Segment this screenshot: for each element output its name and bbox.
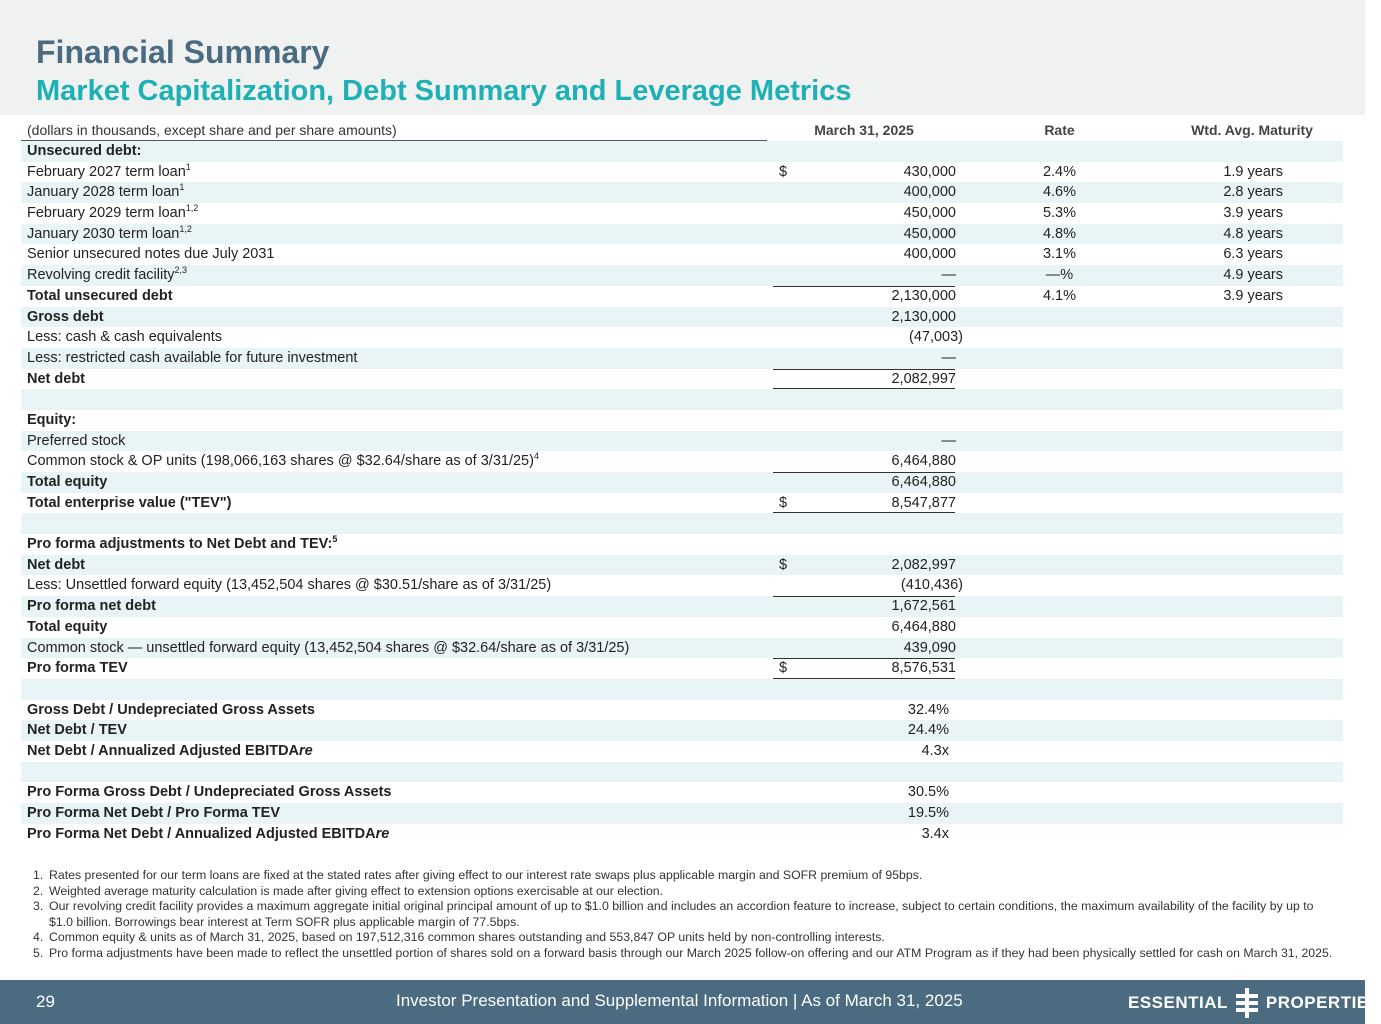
footnote-number: 3. (33, 899, 44, 913)
row-amount: — (941, 349, 956, 366)
footnote (33, 899, 1333, 930)
table-row (21, 431, 1343, 452)
row-label: Net debt (27, 370, 85, 387)
table-row (21, 410, 1343, 431)
table-row (21, 534, 1343, 555)
currency-symbol: $ (779, 660, 788, 677)
row-label: Common stock & OP units (198,066,163 shares @ $32.64/share as of 3/31/25)$^4$ (27, 451, 539, 470)
footnote-text: Our revolving credit facility provides a maximum aggregate initial original principal amount of up to $1.0 billion and includes an accordion feature to increase, subject to certain conditions, the maximum availability of the facility by up to $1.0 billion. Borrowings bear interest at Term SOFR plus applicable margin of 77.5bps. (49, 899, 1314, 929)
currency-symbol: $ (779, 494, 788, 511)
header-band (0, 0, 1365, 115)
subtotal-rule (773, 596, 955, 597)
row-maturity: 3.9 years (1223, 205, 1283, 222)
row-label: Pro forma TEV (27, 660, 128, 677)
footnote-number: 5. (33, 945, 44, 960)
row-rate: 4.8% (1042, 225, 1077, 242)
row-amount: 1,672,561 (891, 598, 956, 615)
table-row (21, 575, 1343, 596)
footnote-number: 4. (33, 930, 44, 944)
footer-bar (0, 980, 1381, 1024)
table-row (21, 596, 1343, 617)
row-label: Pro forma net debt (27, 598, 156, 615)
logo-text-left: ESSENTIAL (1128, 993, 1228, 1012)
footnote-text: Rates presented for our term loans are fixed at the stated rates after giving effect to our interest rate swaps plus applicable margin and SOFR premium of 95bps. (49, 868, 923, 882)
row-maturity: 4.8 years (1223, 225, 1283, 242)
row-label: Pro Forma Net Debt / Pro Forma TEV (27, 805, 280, 821)
table-row (21, 389, 1343, 410)
column-header-rate: Rate (968, 122, 1151, 143)
table-row (21, 679, 1343, 700)
table-row (21, 638, 1343, 659)
row-rate: 4.1% (1042, 287, 1077, 304)
row-label: Unsecured debt: (27, 143, 142, 159)
row-amount: 2,082,997 (891, 370, 956, 387)
row-rate: 2.4% (1042, 163, 1077, 180)
footnotes (33, 868, 1333, 961)
row-label: January 2030 term loan$^{1,2}$ (27, 223, 192, 242)
company-logo (1128, 988, 1381, 1018)
table-row (21, 265, 1343, 286)
table-row (21, 182, 1343, 203)
row-amount: 450,000 (903, 225, 956, 242)
row-label: Net Debt / TEV (27, 722, 127, 739)
table-row (21, 700, 1343, 721)
table-row (21, 162, 1343, 183)
table-row (21, 782, 1343, 803)
footnote (33, 930, 1333, 946)
row-amount: 2,082,997 (891, 556, 956, 573)
row-label: Senior unsecured notes due July 2031 (27, 246, 275, 263)
row-amount: 3.4x (921, 825, 949, 842)
row-amount: 8,576,531 (891, 660, 956, 677)
column-header-maturity: Wtd. Avg. Maturity (1161, 122, 1343, 143)
table-row (21, 762, 1343, 783)
page-title: Financial Summary (36, 34, 330, 70)
table-row (21, 327, 1343, 348)
row-maturity: 3.9 years (1223, 287, 1283, 304)
table-row (21, 493, 1343, 514)
footnote-text: Weighted average maturity calculation is made after giving effect to extension options exercisable at our election. (49, 883, 664, 898)
table-row (21, 203, 1343, 224)
row-label: Less: restricted cash available for future investment (27, 349, 358, 366)
row-amount: (47,003) (908, 329, 963, 346)
row-label: Total unsecured debt (27, 287, 173, 304)
table-row (21, 513, 1343, 534)
footnote-text: Pro forma adjustments have been made to reflect the unsettled portion of shares sold on a forward basis through our March 2025 follow-on offering and our ATM Program as if they had been physically settled for cash on March 31, 2025. (49, 945, 1333, 960)
row-label: Net debt (27, 556, 85, 573)
row-maturity: 4.9 years (1223, 267, 1283, 284)
row-label: Preferred stock (27, 432, 126, 449)
row-maturity: 2.8 years (1223, 184, 1283, 201)
table-row (21, 472, 1343, 493)
row-label: Pro Forma Gross Debt / Undepreciated Gross Assets (27, 784, 392, 801)
row-amount: 6,464,880 (891, 618, 956, 635)
row-label: Pro forma adjustments to Net Debt and TEV:$^5$ (27, 534, 338, 553)
footer-text: Investor Presentation and Supplemental Information | As of March 31, 2025 (396, 991, 963, 1010)
row-label: January 2028 term loan$^1$ (27, 182, 185, 201)
row-label: February 2029 term loan$^{1,2}$ (27, 203, 199, 222)
row-rate: —% (1045, 267, 1074, 284)
row-label: Gross Debt / Undepreciated Gross Assets (27, 701, 315, 718)
row-amount: 32.4% (907, 701, 949, 718)
table-row (21, 555, 1343, 576)
table-row (21, 244, 1343, 265)
row-rate: 5.3% (1042, 205, 1077, 222)
row-amount: 8,547,877 (891, 494, 956, 511)
footnote (33, 946, 1333, 962)
row-amount: (410,436) (900, 577, 963, 594)
row-label: Common stock — unsettled forward equity (13,452,504 shares @ $32.64/share as of 3/31/25) (27, 639, 630, 656)
row-label: Net Debt / Annualized Adjusted EBITDAre (27, 742, 313, 759)
row-amount: 2,130,000 (891, 308, 956, 325)
row-maturity: 6.3 years (1223, 246, 1283, 263)
table-row (21, 348, 1343, 369)
debt-summary-table (21, 141, 1343, 844)
table-row (21, 451, 1343, 472)
row-label: Less: Unsettled forward equity (13,452,504 shares @ $30.51/share as of 3/31/25) (27, 577, 552, 594)
footnote (33, 884, 1333, 900)
logo-mark-icon (1236, 988, 1258, 1018)
table-row (21, 720, 1343, 741)
table-row (21, 307, 1343, 328)
table-row (21, 141, 1343, 162)
row-amount: — (941, 267, 956, 284)
row-label: Gross debt (27, 308, 104, 325)
row-label: Total equity (27, 618, 108, 635)
row-rate: 4.6% (1042, 184, 1077, 201)
table-row (21, 369, 1343, 390)
row-maturity: 1.9 years (1223, 163, 1283, 180)
row-amount: 439,090 (903, 639, 956, 656)
table-row (21, 741, 1343, 762)
row-amount: 6,464,880 (891, 453, 956, 470)
row-amount: 30.5% (907, 784, 949, 801)
row-label: Total enterprise value ("TEV") (27, 494, 232, 511)
row-amount: 450,000 (903, 205, 956, 222)
row-amount: 4.3x (921, 742, 949, 759)
row-amount: 400,000 (903, 246, 956, 263)
row-rate: 3.1% (1042, 246, 1077, 263)
row-amount: 430,000 (903, 163, 956, 180)
subtotal-rule (773, 286, 955, 287)
row-amount: 2,130,000 (891, 287, 956, 304)
row-label: February 2027 term loan$^1$ (27, 161, 191, 180)
row-amount: 19.5% (907, 805, 949, 821)
logo-text-right: PROPERTIES (1265, 993, 1381, 1012)
table-row (21, 803, 1343, 824)
table-row (21, 224, 1343, 245)
subtotal-rule (773, 658, 955, 659)
currency-symbol: $ (779, 556, 788, 573)
footnote-text: Common equity & units as of March 31, 2025, based on 197,512,316 common shares outstanding and 553,847 OP units held by non-controlling interests. (49, 930, 885, 944)
row-amount: — (941, 432, 956, 449)
footnote (33, 868, 1333, 884)
row-label: Less: cash & cash equivalents (27, 329, 223, 346)
row-amount: 24.4% (907, 722, 949, 739)
row-label: Equity: (27, 411, 77, 428)
table-row (21, 286, 1343, 307)
footnote-number: 2. (33, 883, 44, 898)
subtotal-rule (773, 472, 955, 473)
currency-symbol: $ (779, 163, 788, 180)
row-label: Revolving credit facility$^{2,3}$ (27, 265, 187, 284)
footnote-number: 1. (33, 868, 44, 882)
table-row (21, 658, 1343, 679)
table-row (21, 617, 1343, 638)
row-label: Total equity (27, 474, 108, 490)
row-label: Pro Forma Net Debt / Annualized Adjusted EBITDAre (27, 825, 390, 842)
column-header-date: March 31, 2025 (773, 122, 955, 143)
row-amount: 400,000 (903, 184, 956, 201)
page-subtitle: Market Capitalization, Debt Summary and Leverage Metrics (36, 75, 852, 107)
column-header-description: (dollars in thousands, except share and per share amounts) (27, 122, 397, 138)
subtotal-rule (773, 369, 955, 370)
row-amount: 6,464,880 (891, 474, 956, 490)
page-number: 29 (36, 992, 55, 1011)
table-row (21, 824, 1343, 845)
